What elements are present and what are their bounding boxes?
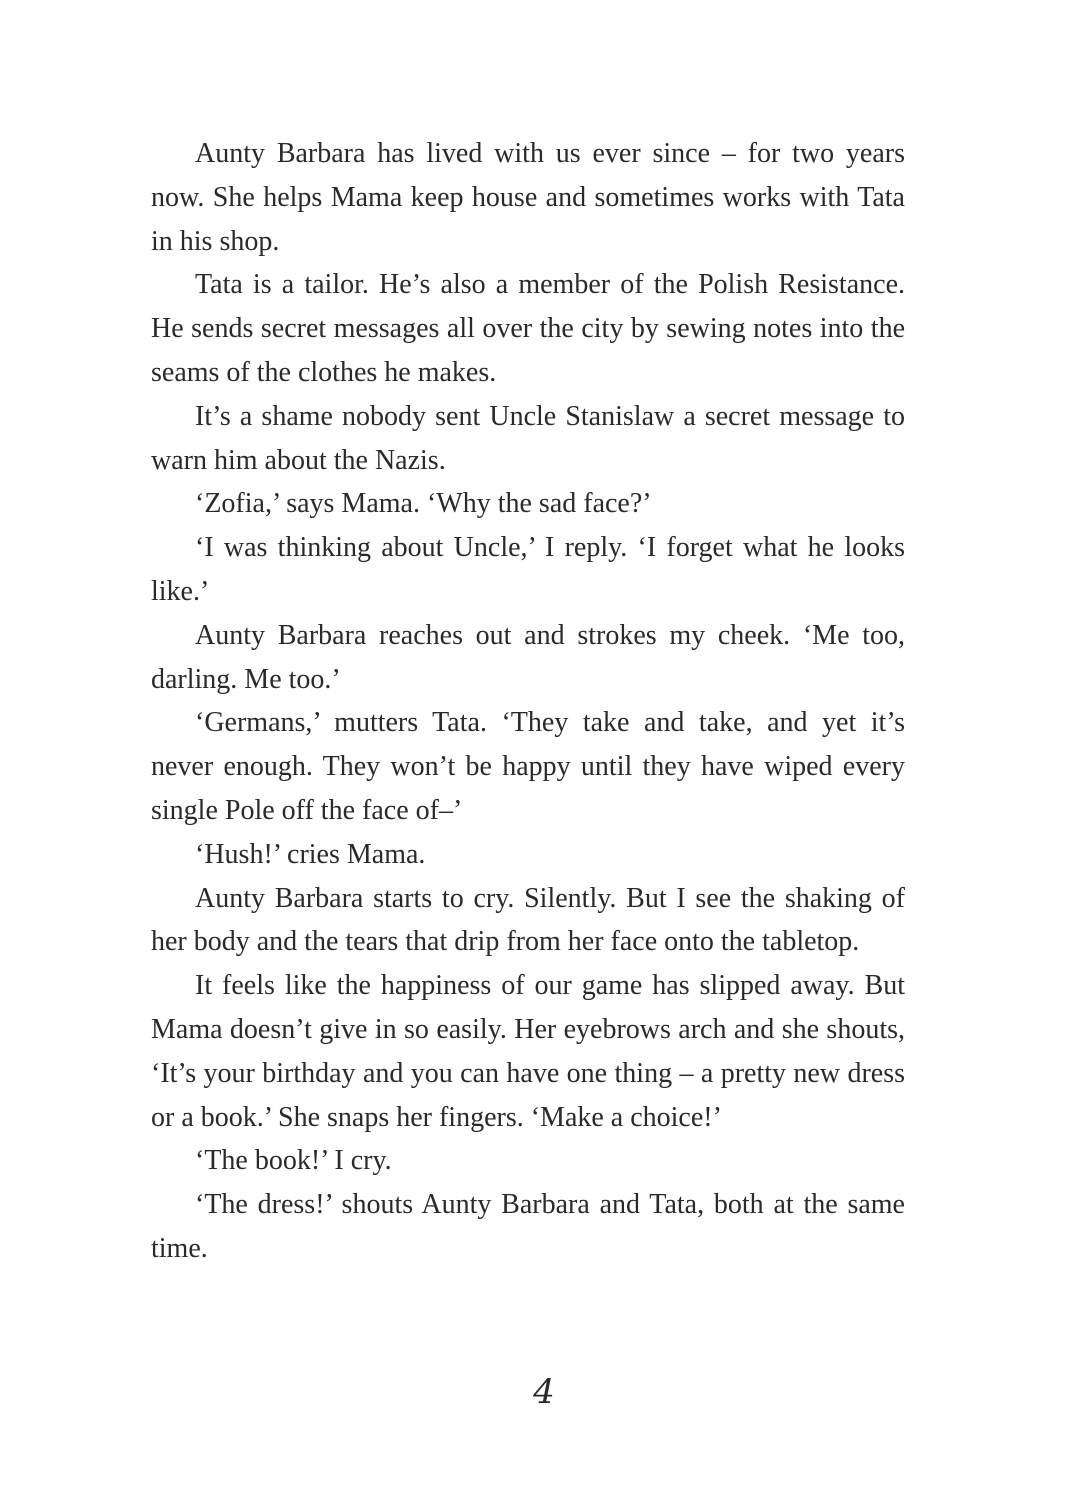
paragraph: Aunty Barbara starts to cry. Silently. But I see the shaking of her body and the tears that drip from her face onto the tabletop. (151, 882, 905, 958)
body-text (151, 132, 905, 1271)
paragraph: It’s a shame nobody sent Uncle Stanislaw a secret message to warn him about the Nazis. (151, 400, 905, 476)
paragraph: ‘Hush!’ cries Mama. (195, 838, 426, 870)
paragraph: ‘The dress!’ shouts Aunty Barbara and Tata, both at the same time. (151, 1189, 905, 1264)
paragraph: ‘I was thinking about Uncle,’ I reply. ‘I forget what he looks like.’ (151, 532, 905, 607)
paragraph: It feels like the happiness of our game has slipped away. But Mama doesn’t give in so easily. Her eyebrows arch and she shouts, ‘It’s your birthday and you can have one thing – a pretty new dress or a book.’ She snaps her fingers. ‘Make a choice!’ (151, 970, 905, 1133)
paragraph: Aunty Barbara has lived with us ever since – for two years now. She helps Mama keep house and sometimes works with Tata in his shop. (151, 138, 905, 257)
page-number: 4 (533, 1372, 555, 1412)
paragraph: ‘The book!’ I cry. (195, 1145, 392, 1177)
paragraph: ‘Germans,’ mutters Tata. ‘They take and take, and yet it’s never enough. They won’t be happy until they have wiped every single Pole off the face of–’ (151, 707, 905, 826)
paragraph: Aunty Barbara reaches out and strokes my cheek. ‘Me too, darling. Me too.’ (151, 619, 905, 695)
paragraph: Tata is a tailor. He’s also a member of the Polish Resistance. He sends secret messages all over the city by sewing notes into the seams of the clothes he makes. (151, 269, 905, 388)
paragraph: ‘Zofia,’ says Mama. ‘Why the sad face?’ (195, 488, 652, 520)
